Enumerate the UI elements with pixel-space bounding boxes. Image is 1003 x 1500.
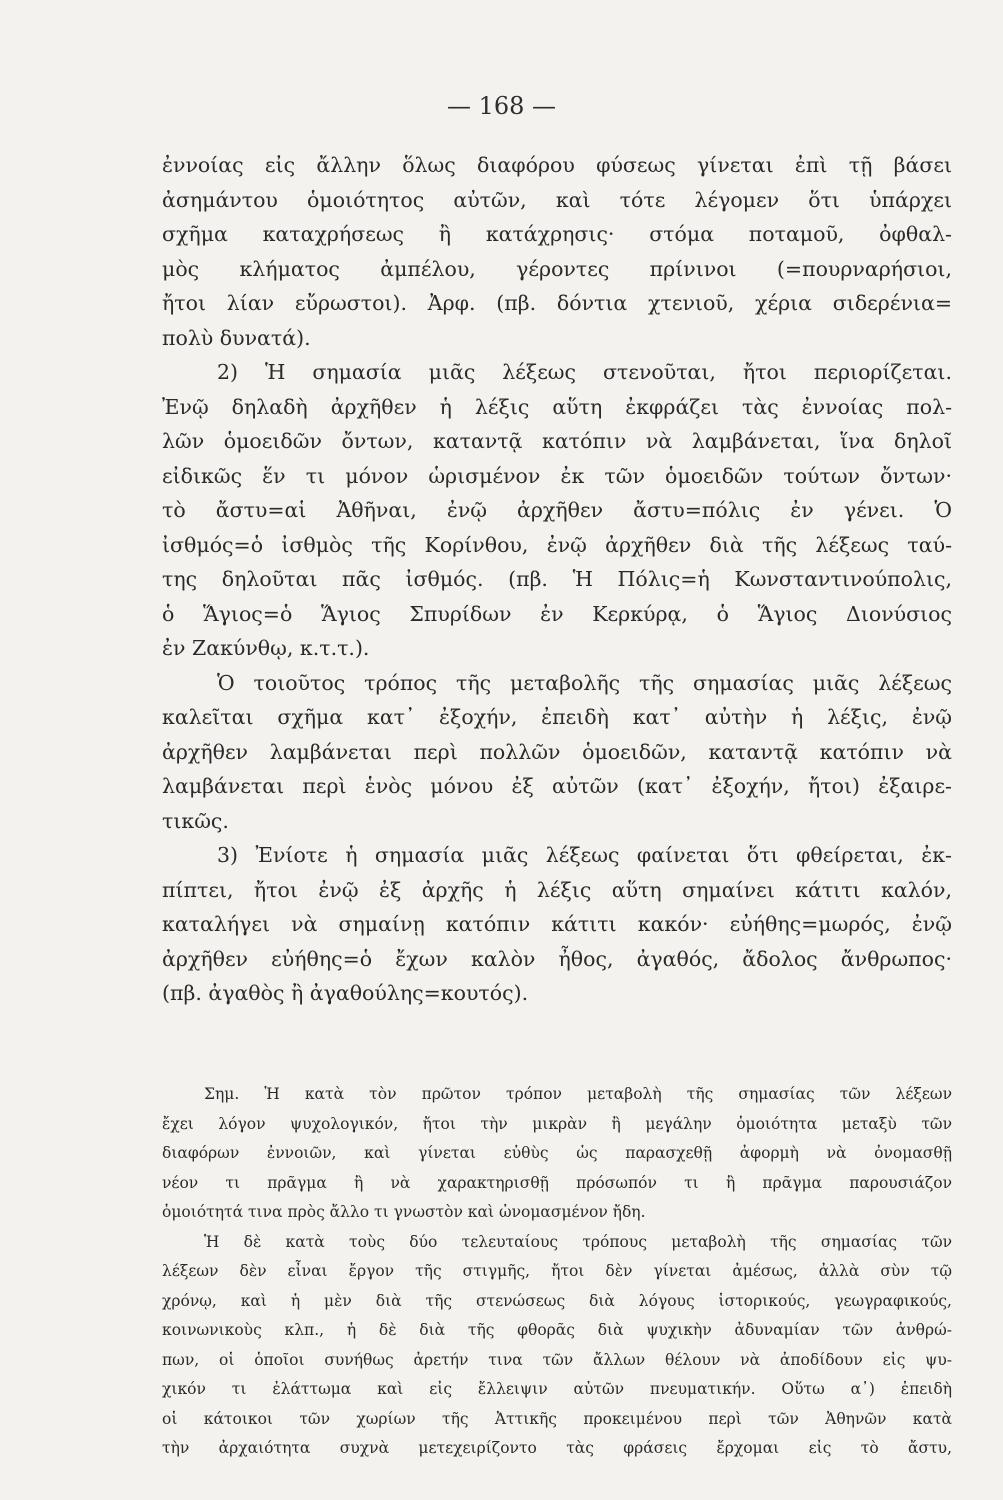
text-line: ἰσθμός=ὁ ἰσθμὸς τῆς Κορίνθου, ἐνῷ ἀρχῆθεν διὰ τῆς λέξεως ταύ- <box>162 532 952 557</box>
text-line: λαμβάνεται περὶ ἑνὸς μόνου ἐξ αὐτῶν (κατ᾽ ἐξοχήν, ἤτοι) ἐξαιρε- <box>162 774 952 798</box>
text-line: ἐννοίας εἰς ἄλλην ὅλως διαφόρου φύσεως γίνεται ἐπὶ τῇ βάσει <box>162 153 952 177</box>
note-line: χικόν τι ἐλάττωμα καὶ εἰς ἔλλειψιν αὐτῶν πνευματικήν. Οὕτω α᾽) ἐπειδὴ <box>162 1380 952 1398</box>
note-line: νέον τι πρᾶγμα ἢ νὰ χαρακτηρισθῇ πρόσωπόν τι ἢ πρᾶγμα παρουσιάζον <box>162 1173 952 1192</box>
note-section <box>162 1080 952 1464</box>
text-line: μὸς κλήματος ἀμπέλου, γέροντες πρίνινοι (=πουρναρήσιοι, <box>162 256 952 281</box>
note-line: λέξεων δὲν εἶναι ἔργον τῆς στιγμῆς, ἤτοι δὲν γίνεται ἀμέσως, ἀλλὰ σὺν τῷ <box>162 1262 952 1280</box>
text-line: ἀσημάντου ὁμοιότητος αὐτῶν, καὶ τότε λέγομεν ὅτι ὑπάρχει <box>162 187 952 212</box>
text-line: τὸ ἄστυ=αἱ Ἀθῆναι, ἐνῷ ἀρχῆθεν ἄστυ=πόλις ἐν γένει. Ὁ <box>162 498 952 522</box>
text-line: ἀρχῆθεν εὐήθης=ὁ ἔχων καλὸν ἦθος, ἀγαθός, ἄδολος ἄνθρωπος· <box>162 946 952 971</box>
text-line: Ἐνῷ δηλαδὴ ἀρχῆθεν ἡ λέξις αὕτη ἐκφράζει τὰς ἐννοίας πολ- <box>162 394 952 419</box>
text-line: πολὺ δυνατά). <box>162 325 311 350</box>
text-line: σχῆμα καταχρήσεως ἢ κατάχρησις· στόμα ποταμοῦ, ὀφθαλ- <box>162 222 952 246</box>
text-line: πίπτει, ἤτοι ἐνῷ ἐξ ἀρχῆς ἡ λέξις αὕτη σημαίνει κάτιτι καλόν, <box>162 877 952 902</box>
text-line: λῶν ὁμοειδῶν ὄντων, καταντᾷ κατόπιν νὰ λαμβάνεται, ἵνα δηλοῖ <box>162 429 952 453</box>
text-line: τικῶς. <box>162 808 229 833</box>
text-line: εἰδικῶς ἕν τι μόνον ὡρισμένον ἐκ τῶν ὁμοειδῶν τούτων ὄντων· <box>162 463 952 488</box>
note-line: οἱ κάτοικοι τῶν χωρίων τῆς Ἀττικῆς προκειμένου περὶ τῶν Ἀθηνῶν κατὰ <box>162 1409 952 1428</box>
text-line: ἀρχῆθεν λαμβάνεται περὶ πολλῶν ὁμοειδῶν, καταντᾷ κατόπιν νὰ <box>162 739 952 764</box>
note-line: διαφόρων ἐννοιῶν, καὶ γίνεται εὐθὺς ὡς παρασχεθῇ ἀφορμὴ νὰ ὀνομασθῇ <box>162 1144 952 1162</box>
text-line: ἐν Ζακύνθῳ, κ.τ.τ.). <box>162 636 370 660</box>
note-line: ὁμοιότητά τινα πρὸς ἄλλο τι γνωστὸν καὶ ὠνομασμένον ἤδη. <box>162 1203 646 1221</box>
text-line: της δηλοῦται πᾶς ἰσθμός. (πβ. Ἡ Πόλις=ἡ Κωνσταντινούπολις, <box>162 567 952 591</box>
text-line: (πβ. ἀγαθὸς ἢ ἀγαθούλης=κουτός). <box>162 981 529 1005</box>
note-paragraph-start: Ἡ δὲ κατὰ τοὺς δύο τελευταίους τρόπους μεταβολὴ τῆς σημασίας τῶν <box>204 1232 952 1251</box>
paragraph-3-start: 3) Ἐνίοτε ἡ σημασία μιᾶς λέξεως φαίνεται ὅτι φθείρεται, ἐκ- <box>217 843 952 867</box>
text-line: καλεῖται σχῆμα κατ᾽ ἐξοχήν, ἐπειδὴ κατ᾽ αὐτὴν ἡ λέξις, ἐνῷ <box>162 705 952 729</box>
paragraph-start: Ὁ τοιοῦτος τρόπος τῆς μεταβολῆς τῆς σημασίας μιᾶς λέξεως <box>217 670 952 695</box>
text-line: καταλήγει νὰ σημαίνῃ κατόπιν κάτιτι κακόν· εὐήθης=μωρός, ἐνῷ <box>162 912 952 936</box>
text-line: ἤτοι λίαν εὔρωστοι). Ἀρφ. (πβ. δόντια χτενιοῦ, χέρια σιδερένια= <box>162 291 952 315</box>
main-text <box>162 148 952 1011</box>
note-line: ἔχει λόγον ψυχολογικόν, ἤτοι τὴν μικρὰν ἢ μεγάλην ὁμοιότητα μεταξὺ τῶν <box>162 1114 952 1133</box>
note-line: χρόνῳ, καὶ ἡ μὲν διὰ τῆς στενώσεως διὰ λόγους ἱστορικούς, γεωγραφικούς, <box>162 1291 952 1310</box>
paragraph-2-start: 2) Ἡ σημασία μιᾶς λέξεως στενοῦται, ἤτοι περιορίζεται. <box>217 360 952 384</box>
note-line: κοινωνικοὺς κλπ., ἡ δὲ διὰ τῆς φθορᾶς διὰ ψυχικὴν ἀδυναμίαν τῶν ἀνθρώ- <box>162 1321 952 1339</box>
note-line: τὴν ἀρχαιότητα συχνὰ μετεχειρίζοντο τὰς φράσεις ἔρχομαι εἰς τὸ ἄστυ, <box>162 1439 952 1457</box>
page-number: — 168 — <box>446 92 557 120</box>
note-line: πων, οἱ ὁποῖοι συνήθως ἀρετήν τινα τῶν ἄλλων θέλουν νὰ ἀποδίδουν εἰς ψυ- <box>162 1350 952 1369</box>
text-line: ὁ Ἅγιος=ὁ Ἅγιος Σπυρίδων ἐν Κερκύρᾳ, ὁ Ἅγιος Διονύσιος <box>162 601 952 626</box>
note-start: Σημ. Ἡ κατὰ τὸν πρῶτον τρόπον μεταβολὴ τῆς σημασίας τῶν λέξεων <box>204 1085 952 1103</box>
